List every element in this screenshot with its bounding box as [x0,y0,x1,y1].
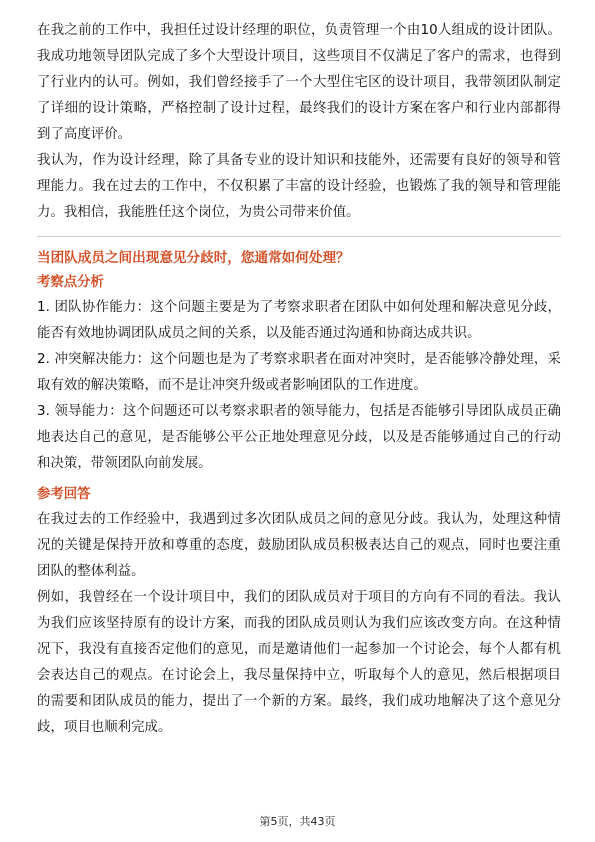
analysis-heading: 考察点分析 [37,275,104,290]
question-title: 当团队成员之间出现意见分歧时，您通常如何处理？ [37,250,350,266]
page-number: 第5页，共43页 [259,815,336,828]
intro-paragraph-2: 我认为，作为设计经理，除了具备专业的设计知识和技能外，还需要有良好的领导和管理能力。我在过去的工作中，不仅积累了丰富的设计经验，也锻炼了我的领导和管理能力。我相信，我能胜任这个岗位，为贵公司带来价值。 [37,153,561,220]
answer-paragraph-2: 例如，我曾经在一个设计项目中，我们的团队成员对于项目的方向有不同的看法。我认为我们应该坚持原有的设计方案，而我的团队成员则认为我们应该改变方向。在这种情况下，我没有直接否定他们的意见，而是邀请他们一起参加一个讨论会，每个人都有机会表达自己的观点。在讨论会上，我尽量保持中立，听取每个人的意见，然后根据项目的需要和团队成员的能力，提出了一个新的方案。最终，我们成功地解决了这个意见分歧，项目也顺利完成。 [37,590,561,735]
analysis-item-1: 1. 团队协作能力：这个问题主要是为了考察求职者在团队中如何处理和解决意见分歧，能否有效地协调团队成员之间的关系，以及能否通过沟通和协商达成共识。 [37,300,561,341]
answer-paragraph-1: 在我过去的工作经验中，我遇到过多次团队成员之间的意见分歧。我认为，处理这种情况的关键是保持开放和尊重的态度，鼓励团队成员积极表达自己的观点，同时也要注重团队的整体利益。 [37,512,561,579]
answer-heading: 参考回答 [37,487,91,502]
section-divider [37,236,561,237]
document-page [37,18,561,741]
analysis-item-2: 2. 冲突解决能力：这个问题也是为了考察求职者在面对冲突时，是否能够冷静处理，采取有效的解决策略，而不是让冲突升级或者影响团队的工作进度。 [37,352,561,393]
analysis-item-3: 3. 领导能力：这个问题还可以考察求职者的领导能力，包括是否能够引导团队成员正确地表达自己的意见，是否能够公平公正地处理意见分歧，以及是否能够通过自己的行动和决策，带领团队向前发展。 [37,404,561,471]
intro-paragraph-1: 在我之前的工作中，我担任过设计经理的职位，负责管理一个由10人组成的设计团队。我成功地领导团队完成了多个大型设计项目，这些项目不仅满足了客户的需求，也得到了行业内的认可。例如，我们曾经接手了一个大型住宅区的设计项目，我带领团队制定了详细的设计策略，严格控制了设计过程，最终我们的设计方案在客户和行业内部都得到了高度评价。 [37,23,561,142]
